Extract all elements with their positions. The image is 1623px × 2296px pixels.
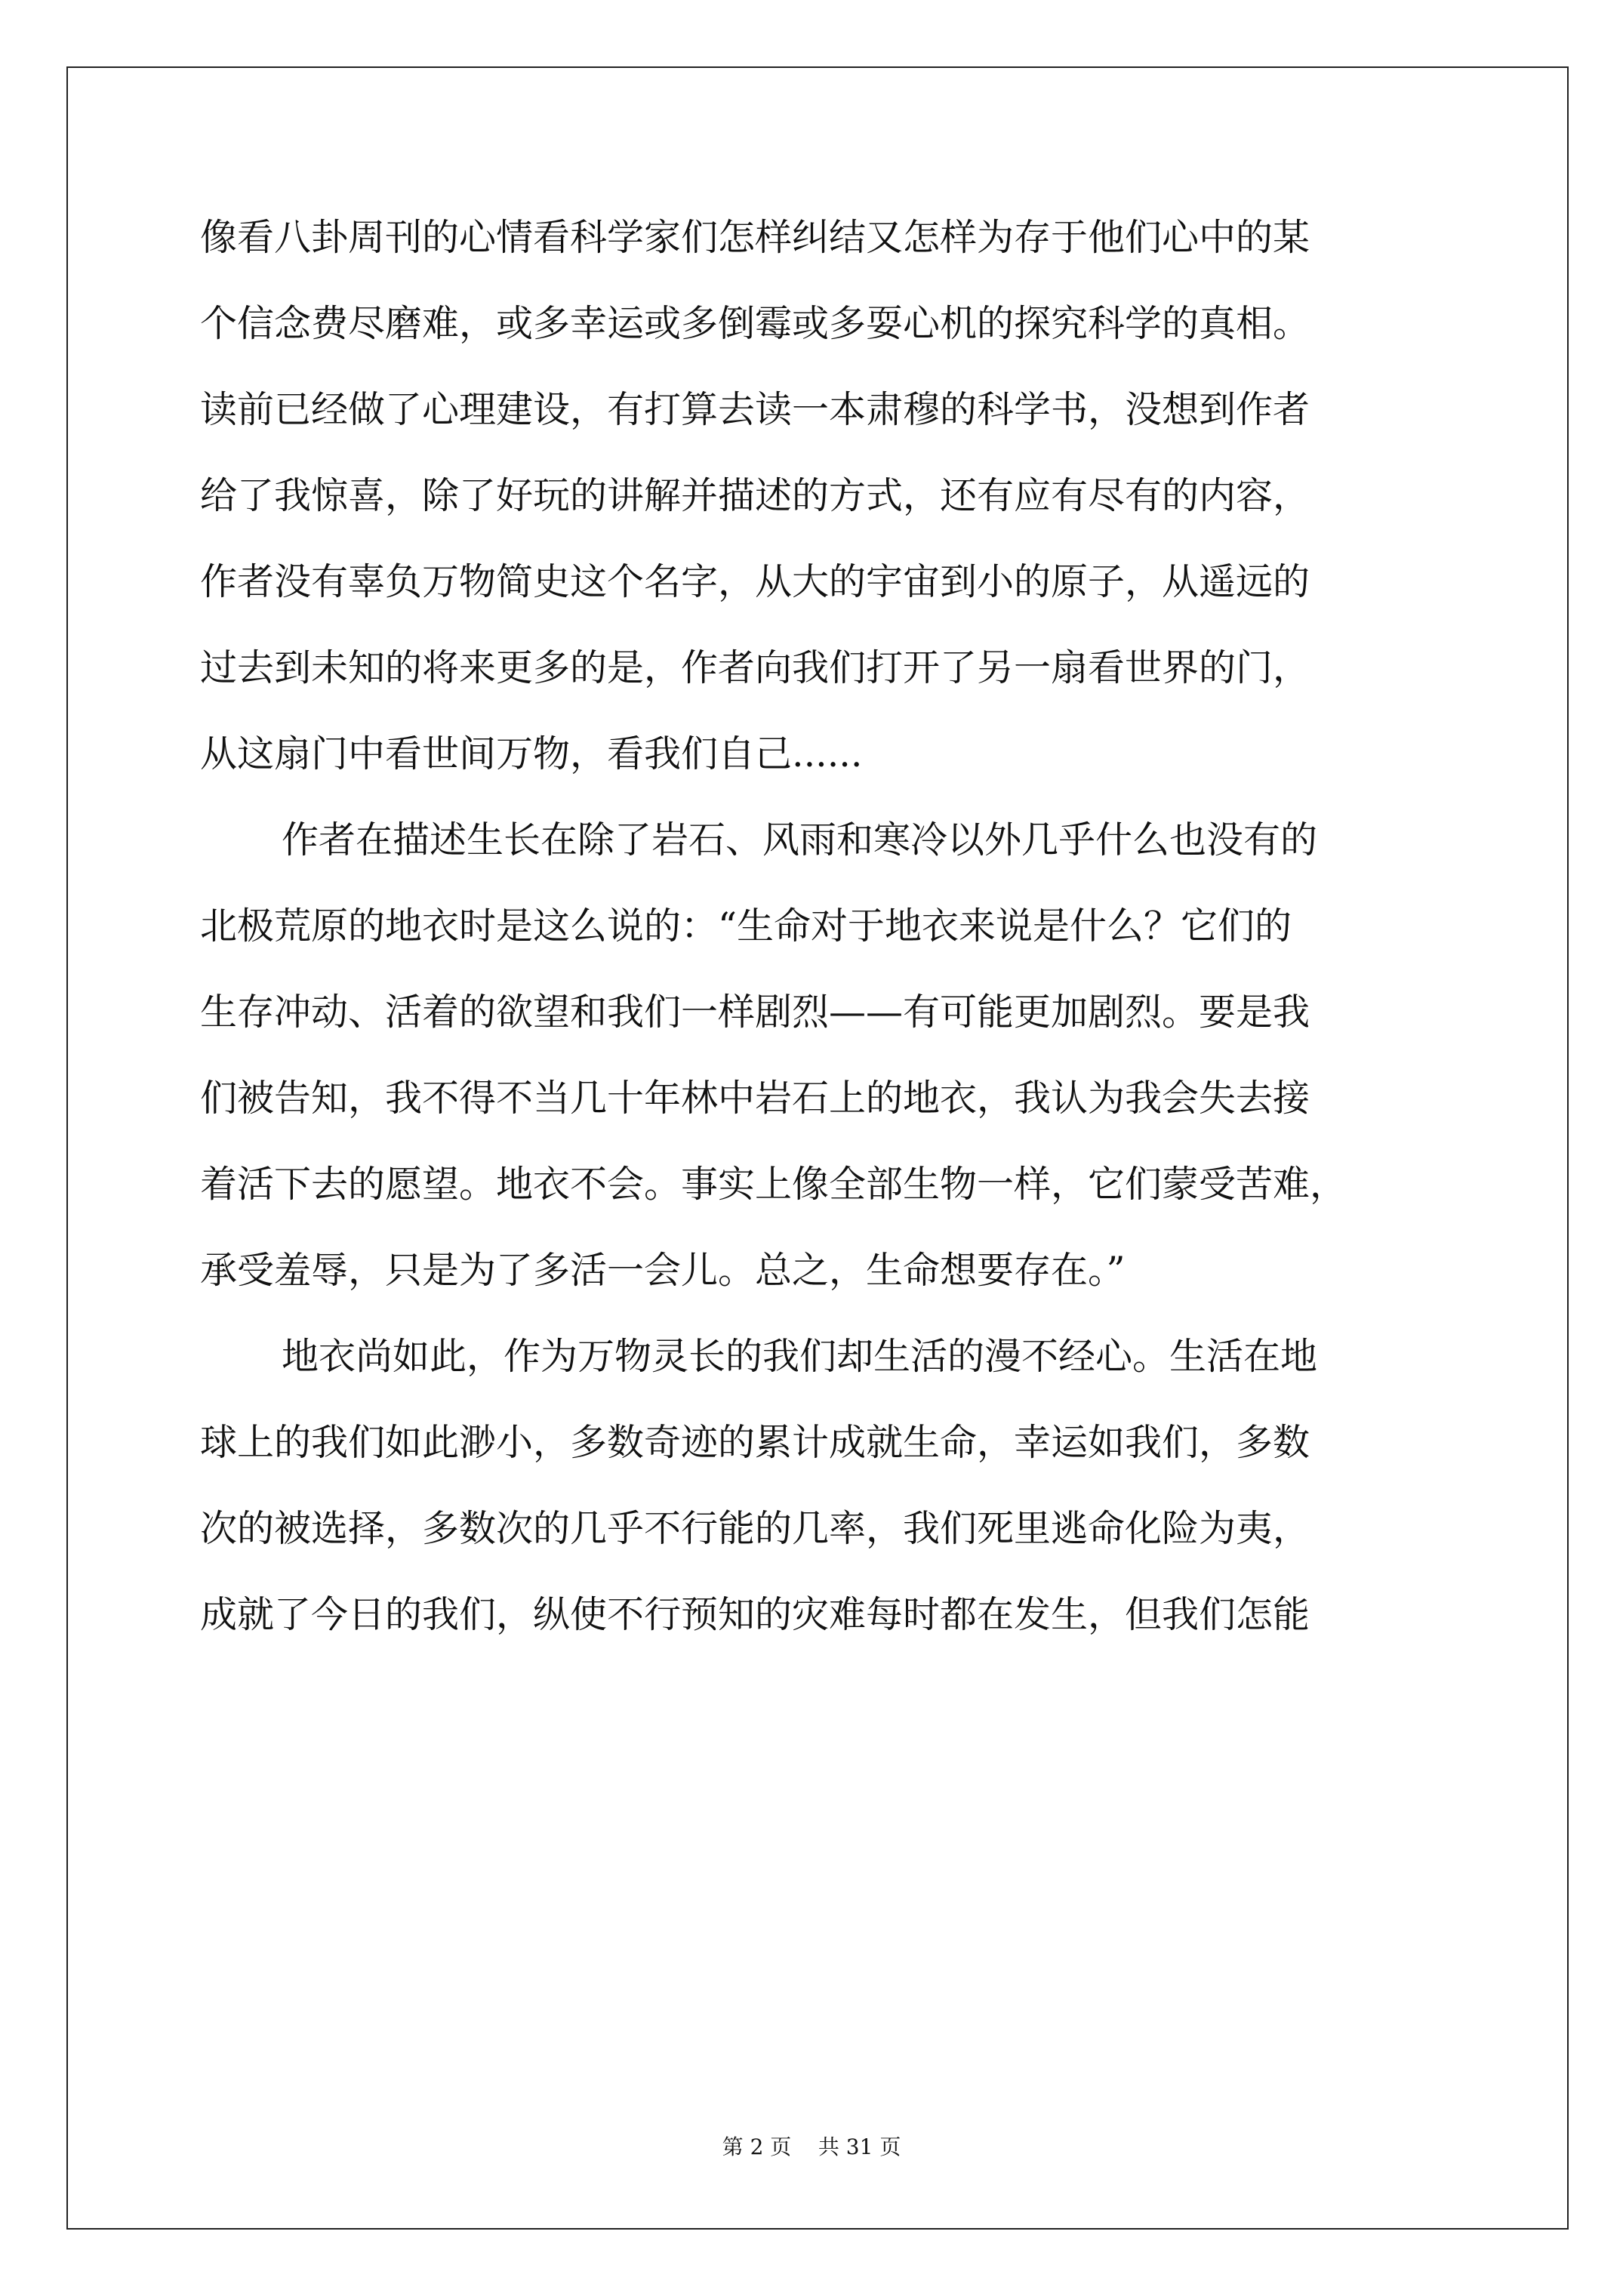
- text-line: 给了我惊喜，除了好玩的讲解并描述的方式，还有应有尽有的内容，: [200, 474, 1310, 517]
- page-footer: 第 2 页 共 31 页: [722, 2134, 901, 2159]
- text-line: 成就了今日的我们，纵使不行预知的灾难每时都在发生，但我们怎能: [200, 1593, 1310, 1636]
- text-line: 过去到未知的将来更多的是，作者向我们打开了另一扇看世界的门，: [200, 646, 1310, 689]
- text-line: 球上的我们如此渺小，多数奇迹的累计成就生命，幸运如我们，多数: [200, 1421, 1310, 1464]
- text-line: 像看八卦周刊的心情看科学家们怎样纠结又怎样为存于他们心中的某: [200, 216, 1310, 259]
- document-body: [200, 215, 1453, 1678]
- text-line: 作者在描述生长在除了岩石、风雨和寒冷以外几乎什么也没有的: [282, 818, 1318, 861]
- text-line: 从这扇门中看世间万物，看我们自己......: [200, 732, 863, 775]
- text-line: 承受羞辱，只是为了多活一会儿。总之，生命想要存在。”: [200, 1249, 1126, 1292]
- text-line: 地衣尚如此，作为万物灵长的我们却生活的漫不经心。生活在地: [282, 1335, 1318, 1378]
- text-line: 次的被选择，多数次的几乎不行能的几率，我们死里逃命化险为夷，: [200, 1507, 1310, 1550]
- text-line: 读前已经做了心理建设，有打算去读一本肃穆的科学书，没想到作者: [200, 388, 1310, 431]
- text-line: 作者没有辜负万物简史这个名字，从大的宇宙到小的原子，从遥远的: [200, 560, 1310, 603]
- text-line: 生存冲动、活着的欲望和我们一样剧烈——有可能更加剧烈。要是我: [200, 991, 1310, 1034]
- text-line: 个信念费尽磨难，或多幸运或多倒霉或多耍心机的探究科学的真相。: [200, 302, 1310, 345]
- text-line: 们被告知，我不得不当几十年林中岩石上的地衣，我认为我会失去接: [200, 1077, 1310, 1120]
- text-line: 着活下去的愿望。地衣不会。事实上像全部生物一样，它们蒙受苦难，: [200, 1163, 1347, 1206]
- text-line: 北极荒原的地衣时是这么说的：“生命对于地衣来说是什么？它们的: [200, 905, 1292, 948]
